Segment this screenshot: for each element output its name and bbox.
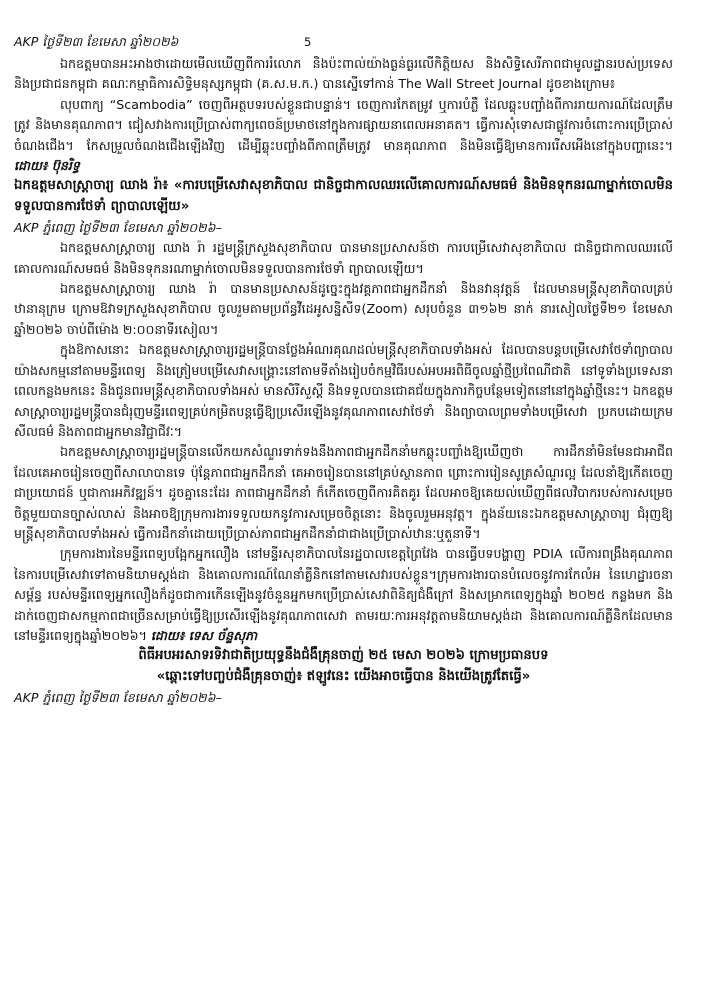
article-3 [14, 646, 673, 708]
page-number: 5 [304, 35, 312, 49]
page-header [14, 34, 673, 54]
paragraph: ឯកឧត្តមបានអះអាងថាដោយមើលឃើញពីការរំលោភ និងប៉ះពាល់យ៉ាងធ្ងន់ធ្ងរលើកិត្តិយស និងសិទ្ធិសេរីភាពជាមូលដ្ឋានរបស់ប្រទេសនិងប្រជាជនកម្ពុជា គណៈកម្មាធិការសិទ្ធិមនុស្សកម្ពុជា (គ.ស.ម.ក.) បានស្នើទៅកាន់ The Wall Street Journal ដូចខាងក្រោម៖ [14, 56, 673, 92]
article-headline: ឯកឧត្តមសាស្ត្រាចារ្យ ឈាង រ៉ា៖ «ការបម្រើសេវាសុខាភិបាល ជានិច្ចជាកាលឈរលើគោលការណ៍សមធម៌ និងមិនទុកនរណាម្នាក់ចោលមិនទទួលបានការថែទាំ ព្យាបាលឡើយ» [14, 178, 673, 214]
paragraph-text: លុបពាក្យ “Scambodia” ចេញពីអត្ថបទរបស់ខ្លួនជាបន្ទាន់។ ចេញការកែតម្រូវ ឬការបំភ្លឺ ដែលឆ្លុះបញ្ចាំងពីការរាយការណ៍ដែលត្រឹមត្រូវ និងមានគុណភាព។ ជៀសវាងការប្រើប្រាស់ពាក្យពេចន៍ប្រមាថនៅក្នុងការផ្សាយនាពេលអនាគត។ ធ្វើការសុំទោសជាផ្លូវការចំពោះការប្រើប្រាស់ចំណងជើង។ កែសម្រួលចំណងជើងឡើងវិញ ដើម្បីឆ្លុះបញ្ចាំងពីភាពត្រឹមត្រូវ មានគុណភាព និងមិនធ្វើឱ្យមានការរើសអើងនៅក្នុងបញ្ហានេះ។ [14, 96, 673, 153]
article-2 [14, 176, 673, 646]
byline: ដោយ៖ ទេស ច័ន្ទសុភា [150, 627, 258, 643]
article-headline-line1: ពិធីអបអរសាទរទិវាជាតិប្រយុទ្ធនឹងជំងឺគ្រុនចាញ់ ២៥ មេសា ២០២៦ ក្រោមប្រធានបទ [138, 648, 549, 664]
paragraph: ក្នុងឱកាសនោះ ឯកឧត្តមសាស្ត្រាចារ្យរដ្ឋមន្ត្រីបានថ្លែងអំណរគុណដល់មន្ត្រីសុខាភិបាលទាំងអស់ ដែលបានបន្តបម្រើសេវាថែទាំព្យាបាល យ៉ាងសកម្មនៅតាមមន្ទីរពេទ្យ និងត្រៀមបម្រើសេវាសង្គ្រោះនៅតាមទីតាំងរៀបចំកម្មវិធីរបស់អបអរពិធីចូលឆ្នាំថ្មីប្រពៃណីជាតិ នៅទូទាំងប្រទេសនាពេលកន្លងមកនេះ និងជូនពរមន្ត្រីសុខាភិបាលទាំងអស់ មានសិរីសួស្តី និងទទួលបានជោគជ័យក្នុងភារកិច្ចបន្ថែមទៀតនៅនៅក្នុងឆ្នាំថ្មីនេះ។ ឯកឧត្តមសាស្ត្រាចារ្យរដ្ឋមន្ត្រីបានជំរុញមន្ទីរពេទ្យគ្រប់កម្រិតបន្តធ្វើឱ្យប្រសើរឡើងនូវគុណភាពសេវាថែទាំ និងព្យាបាលព្រមទាំងបម្រើសេវា ប្រកបដោយក្រមសីលធម៌ និងភាពជាអ្នកមានវិជ្ជាជីវៈ។ [14, 342, 673, 439]
paragraph [14, 544, 673, 646]
header-dateline: AKP ថ្ងៃទី២៣ ខែមេសា ឆ្នាំ២០២៦ [14, 34, 179, 49]
paragraph: ឯកឧត្តមសាស្ត្រាចារ្យ ឈាង រ៉ា បានមានប្រសាសន៍ដូច្នេះក្នុងវគ្គភាពជាអ្នកដឹកនាំ និងនវានុវត្តន៍ ដែលមានមន្ត្រីសុខាភិបាលគ្រប់ឋានានុក្រម ក្រោមឱវាទក្រសួងសុខាភិបាល ចូលរួមតាមប្រព័ន្ធវីដេអូសន្និសីទ(Zoom) សរុបចំនួន ៣១៦២ នាក់ នារសៀលថ្ងៃទី២១ ខែមេសា ឆ្នាំ២០២៦ ចាប់ពីម៉ោង ២:០០នាទីរសៀល។ [14, 281, 673, 337]
article-dateline: AKP ភ្នំពេញ ថ្ងៃទី២៣ ខែមេសា ឆ្នាំ២០២៦– [14, 690, 222, 706]
paragraph [14, 95, 673, 177]
article-1-continuation [14, 54, 673, 176]
paragraph: ឯកឧត្តមសាស្ត្រាចារ្យ ឈាង រ៉ា រដ្ឋមន្ត្រីក្រសួងសុខាភិបាល បានមានប្រសាសន៍ថា ការបម្រើសេវាសុខាភិបាល ជានិច្ចជាកាលឈរលើគោលការណ៍សមធម៌ និងមិនទុកនរណាម្នាក់ចោលមិនទទួលបានការថែទាំ ព្យាបាលឡើយ។ [14, 240, 673, 276]
byline: ដោយ៖ ប៊ុនរិទ្ធ [14, 158, 80, 174]
paragraph-text: ក្រុមការងារនៃមន្ទីរពេទ្យបង្អែកអ្នកលឿង នៅមន្ទីរសុខាភិបាលនៃរដ្ឋបាលខេត្តព្រៃវែង បានធ្វើបទបង្ហាញ PDIA លើការពង្រឹងគុណភាព នៃការបម្រើសេវាទៅតាមនិយាមស្តង់ដា និងគោលការណ៍ណែនាំគ្លីនិកនៅតាមសេវារបស់ខ្លួន។ក្រុមការងារបានបំលេចនូវការកែលំអ នៃហេដ្ឋារចនាសម្ព័ន្ធ របស់មន្ទីរពេទ្យអ្នកលឿងក៏ដូចជាការកើនឡើងនូវចំនួនអ្នកមកប្រើប្រាស់សេវាពិនិត្យជំងឺក្រៅ និងសម្រាកពេទ្យក្នុងឆ្នាំ ២០២៥ កន្លងមក និងដាក់ចេញជាសកម្មភាពជាច្រើនសម្រាប់ធ្វើឱ្យប្រសើរឡើងនូវគុណភាពសេវា តាមរយៈការអនុវត្តតាមនិយាមស្តង់ដា និងគោលការណ៍គ្លីនិកដែលមាននៅមន្ទីរពេទ្យក្នុងឆ្នាំ២០២៦។ [14, 546, 673, 643]
article-headline-line2: «ឆ្ពោះទៅបញ្ចប់ជំងឺគ្រុនចាញ់៖ ឥឡូវនេះ យើងអាចធ្វើបាន និងយើងត្រូវតែធ្វើ» [156, 668, 531, 684]
article-dateline: AKP ភ្នំពេញ ថ្ងៃទី២៣ ខែមេសា ឆ្នាំ២០២៦– [14, 220, 222, 236]
paragraph: ឯកឧត្តមសាស្ត្រាចារ្យរដ្ឋមន្ត្រីបានលើកយកសំណួរទាក់ទងនឹងភាពជាអ្នកដឹកនាំមកឆ្លុះបញ្ចាំងឱ្យឃើញថា ការដឹកនាំមិនមែនជាអាជីព ដែលគេអាចរៀនចេញពីសាលាបានទេ ប៉ុន្តែភាពជាអ្នកដឹកនាំ គេអាចរៀនបាននៅគ្រប់ស្ថានភាព ព្រោះការរៀនសូត្រសំណួរល្អ ដែលនាំឱ្យកើតចេញជាប្រយោជន៍ ឬជាការអភិវឌ្ឍន៍។ ដូចគ្នានេះដែរ ភាពជាអ្នកដឹកនាំ ក៏កើតចេញពីការគិតគូរ ដែលអាចឱ្យគេយល់ឃើញពីផលវិបាករបស់ការសម្រេចចិត្តមួយបានច្បាស់លាស់ និងអាចឱ្យក្រុមការងារទទួលយកនូវការសម្រេចចិត្តនោះ និងចូលរួមអនុវត្ត។ ក្នុងន័យនេះឯកឧត្តមសាស្ត្រាចារ្យ ជំរុញឱ្យមន្ត្រីសុខាភិបាលទាំងអស់ ធ្វើការដឹកនាំដោយប្រើប្រាស់ភាពជាអ្នកដឹកនាំជាជាងប្រើប្រាស់ឋានៈឬតួនាទី។ [14, 444, 673, 541]
